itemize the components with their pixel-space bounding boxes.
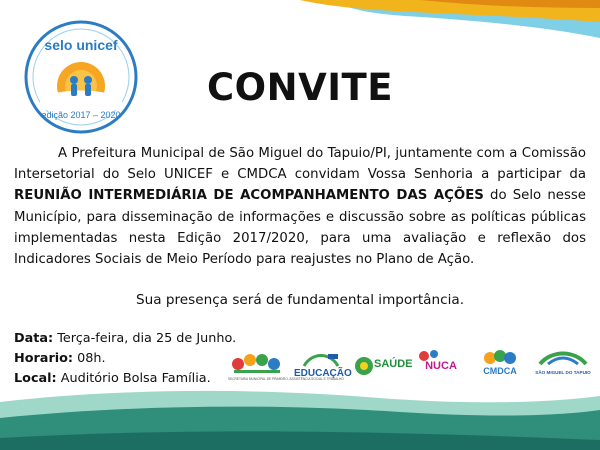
time-line [14, 349, 236, 369]
seal-edition: edição 2017 – 2020 [41, 110, 121, 120]
date-line [14, 329, 236, 349]
seal-brand: selo unicef [44, 37, 118, 53]
importance-note: Sua presença será de fundamental importância. [135, 292, 465, 308]
prefeitura-caption: SÃO MIGUEL DO TAPUIO [535, 370, 591, 375]
saude-caption: SAÚDE [374, 358, 413, 370]
nuca-caption: NUCA [425, 360, 457, 372]
date-value: Terça-feira, dia 25 de Junho. [53, 331, 237, 346]
saude-logo [354, 348, 413, 390]
place-label: Local: [14, 371, 57, 386]
prefeitura-logo [534, 348, 592, 390]
place-value: Auditório Bolsa Família. [56, 371, 211, 386]
body-intro: A Prefeitura Municipal de São Miguel do Tapuio/PI, juntamente com a Comissão Intersetorial do Selo UNICEF e CMDCA convidam Vossa Senhoria a participar da [14, 146, 586, 183]
event-details [14, 329, 236, 389]
social-logo-caption: SECRETARIA MUNICIPAL DE PRIMEIRO, ASSISTÊNCIA SOCIAL E TRABALHO [228, 377, 344, 381]
page-title: CONVITE [207, 66, 393, 109]
cmdca-caption: CMDCA [483, 366, 517, 376]
date-label: Data: [14, 331, 54, 346]
invitation-body [14, 143, 586, 270]
partner-logos [228, 348, 592, 390]
body-rest: do Selo nesse Município, para disseminação de informações e discussão sobre as políticas públicas implementadas nesta Edição 2017/2020, para uma avaliação e reflexão dos Indicadores Sociais de Meio Período para reajustes no Plano de Ação. [14, 188, 586, 268]
place-line [14, 369, 236, 389]
time-label: Horario: [14, 351, 74, 366]
cmdca-logo [474, 348, 526, 390]
time-value: 08h. [73, 351, 106, 366]
educacao-caption: EDUCAÇÃO [294, 368, 352, 379]
nuca-logo [416, 348, 466, 390]
body-highlight: REUNIÃO INTERMEDIÁRIA DE ACOMPANHAMENTO DAS AÇÕES [14, 188, 484, 204]
educacao-logo [294, 348, 352, 390]
